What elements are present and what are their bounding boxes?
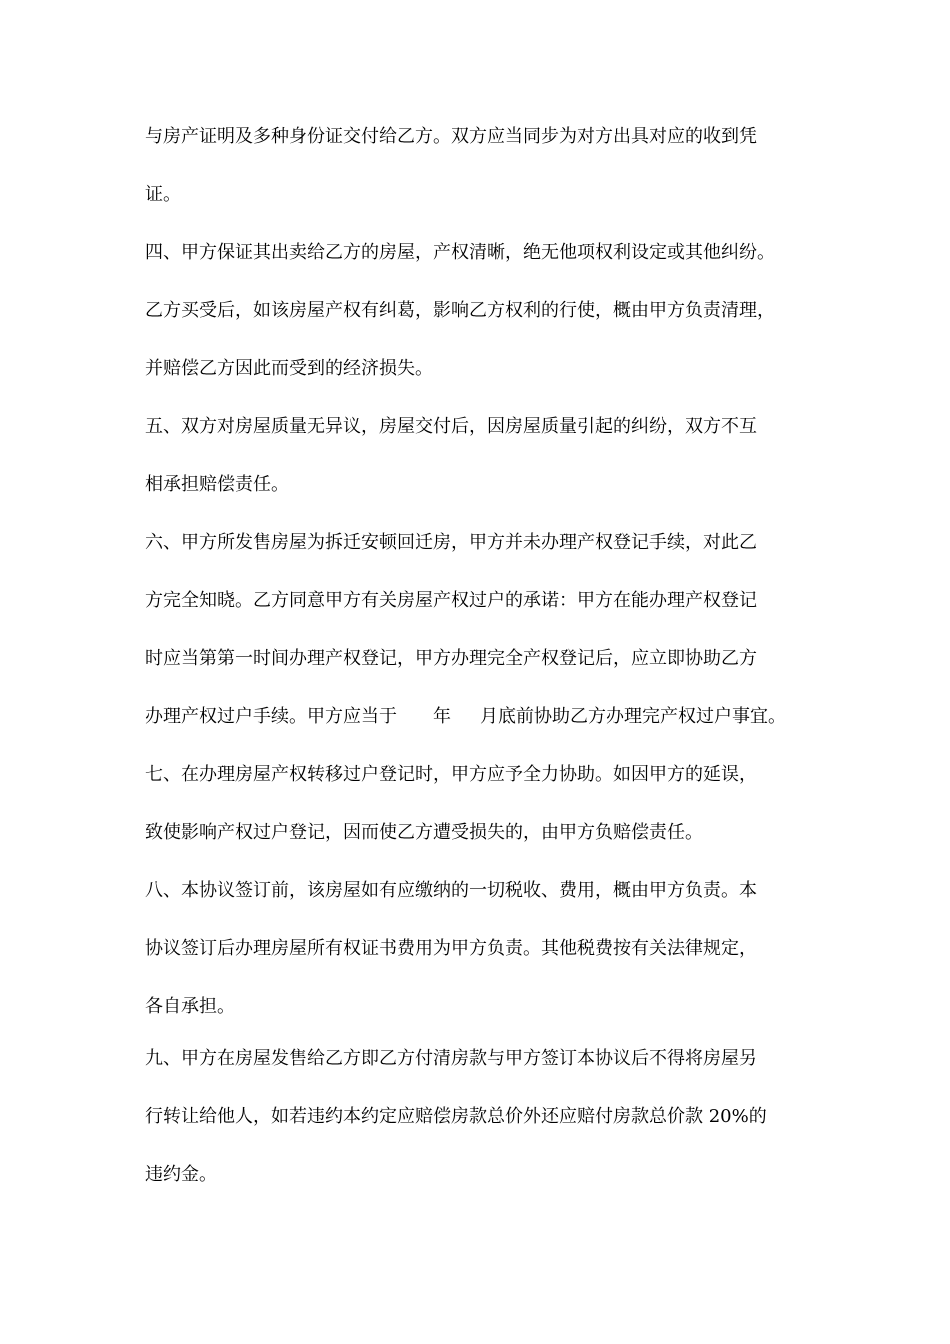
text-line: 与房产证明及多种身份证交付给乙方。双方应当同步为对方出具对应的收到凭 [145, 126, 757, 147]
clause-9-line: 九、甲方在房屋发售给乙方即乙方付清房款与甲方签订本协议后不得将房屋另 [145, 1048, 757, 1069]
text-line: 证。 [145, 184, 181, 205]
text-line-with-blanks [145, 706, 786, 728]
clause-8-line: 八、本协议签订前，该房屋如有应缴纳的一切税收、费用，概由甲方负责。本 [145, 880, 757, 901]
text-line: 协议签订后办理房屋所有权证书费用为甲方负责。其他税费按有关法律规定， [145, 938, 757, 959]
text-line: 乙方买受后，如该房屋产权有纠葛，影响乙方权利的行使，概由甲方负责清理， [145, 300, 775, 321]
clause-6-line: 六、甲方所发售房屋为拆迁安顿回迁房，甲方并未办理产权登记手续，对此乙 [145, 532, 757, 553]
text-line: 方完全知晓。乙方同意甲方有关房屋产权过户的承诺：甲方在能办理产权登记 [145, 590, 757, 611]
text-segment: 年 [433, 706, 451, 727]
clause-5-line: 五、双方对房屋质量无异议，房屋交付后，因房屋质量引起的纠纷，双方不互 [145, 416, 757, 437]
clause-4-line: 四、甲方保证其出卖给乙方的房屋，产权清晰，绝无他项权利设定或其他纠纷。 [145, 242, 775, 263]
text-line: 并赔偿乙方因此而受到的经济损失。 [145, 358, 433, 379]
text-segment: 办理产权过户手续。甲方应当于 [145, 706, 397, 727]
text-line: 时应当第第一时间办理产权登记，甲方办理完全产权登记后，应立即协助乙方 [145, 648, 757, 669]
text-line: 各自承担。 [145, 996, 235, 1017]
text-line: 致使影响产权过户登记，因而使乙方遭受损失的，由甲方负赔偿责任。 [145, 822, 703, 843]
clause-7-line: 七、在办理房屋产权转移过户登记时，甲方应予全力协助。如因甲方的延误， [145, 764, 757, 785]
text-line: 违约金。 [145, 1164, 217, 1185]
text-line: 行转让给他人，如若违约本约定应赔偿房款总价外还应赔付房款总价款 20%的 [145, 1106, 767, 1127]
text-segment: 月底前协助乙方办理完产权过户事宜。 [480, 706, 786, 727]
text-line: 相承担赔偿责任。 [145, 474, 289, 495]
